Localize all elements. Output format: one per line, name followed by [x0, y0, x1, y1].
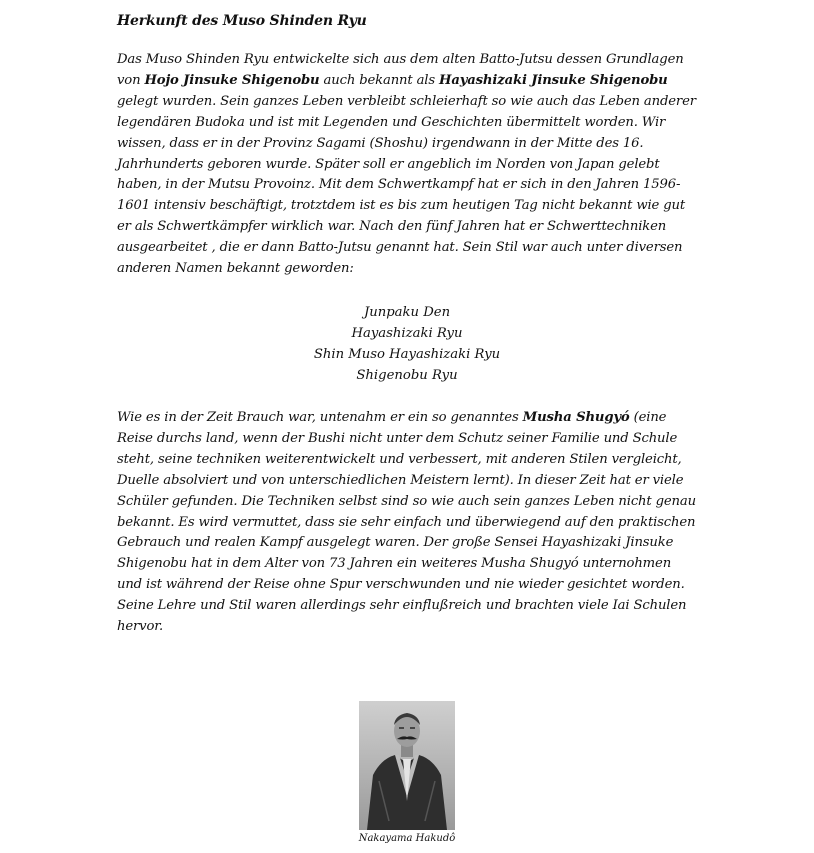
- paragraph-text: auch bekannt als: [319, 72, 440, 88]
- paragraph-text: gelegt wurden. Sein ganzes Leben verbleibt schleierhaft so wie auch das Leben anderer legendären Budoka und ist mit Legenden und Geschichten übermittelt worden. Wir wissen, dass er in der Provinz Sagami (Shoshu) irgendwann in der Mitte des 16. Jahrhunderts geboren wurde. Später soll er angeblich im Norden von Japan gelebt haben, in der Mutsu Provoinz. Mit dem Schwertkampf hat er sich in den Jahren 1596-1601 intensiv beschäftigt, trotztdem ist es bis zum heutigen Tag nicht bekannt wie gut er als Schwertkämpfer wirklich war. Nach den fünf Jahren hat er Schwerttechniken ausgearbeitet , die er dann Batto-Jutsu genannt hat. Sein Stil war auch unter diversen anderen Namen bekannt geworden:: [117, 93, 696, 277]
- style-name: Hayashizaki Ryu: [351, 325, 463, 341]
- portrait-figure: [359, 701, 455, 844]
- style-name: Shin Muso Hayashizaki Ryu: [313, 346, 501, 362]
- document-page: [117, 12, 697, 638]
- paragraph-musha-shugyo: [117, 408, 697, 638]
- photo-caption: Nakayama Hakudô: [358, 833, 456, 844]
- bold-term: Musha Shugyó: [522, 409, 630, 425]
- bold-name: Hayashizaki Jinsuke Shigenobu: [439, 72, 668, 88]
- style-names-list: [117, 302, 697, 386]
- paragraph-origin: [117, 50, 697, 280]
- page-title: Herkunft des Muso Shinden Ryu: [117, 13, 367, 29]
- paragraph-text: Das Muso Shinden Ryu entwickelte sich aus dem alten Batto-Jutsu dessen Grundlagen von: [117, 52, 684, 88]
- style-name: Junpaku Den: [363, 304, 451, 320]
- paragraph-text: Wie es in der Zeit Brauch war, untenahm er ein so genanntes: [117, 409, 523, 425]
- paragraph-text: (eine Reise durchs land, wenn der Bushi nicht unter dem Schutz seiner Familie und Schule steht, seine techniken weiterentwickelt und verbessert, mit anderen Stilen vergleicht, Duelle absolviert und von unterschiedlichen Meistern lernt). In dieser Zeit hat er viele Schüler gefunden. Die Techniken selbst sind so wie auch sein ganzes Leben nicht genau bekannt. Es wird vermuttet, dass sie sehr einfach und überwiegend auf den praktischen Gebrauch und realen Kampf ausgelegt waren. Der große Sensei Hayashizaki Jinsuke Shigenobu hat in dem Alter von 73 Jahren ein weiteres Musha Shugyó unternohmen und ist während der Reise ohne Spur verschwunden und nie wieder gesichtet worden. Seine Lehre und Stil waren allerdings sehr einflußreich und brachten viele Iai Schulen hervor.: [117, 409, 696, 635]
- style-name: Shigenobu Ryu: [356, 367, 458, 383]
- portrait-photo: [359, 701, 455, 830]
- bold-name: Hojo Jinsuke Shigenobu: [144, 72, 320, 88]
